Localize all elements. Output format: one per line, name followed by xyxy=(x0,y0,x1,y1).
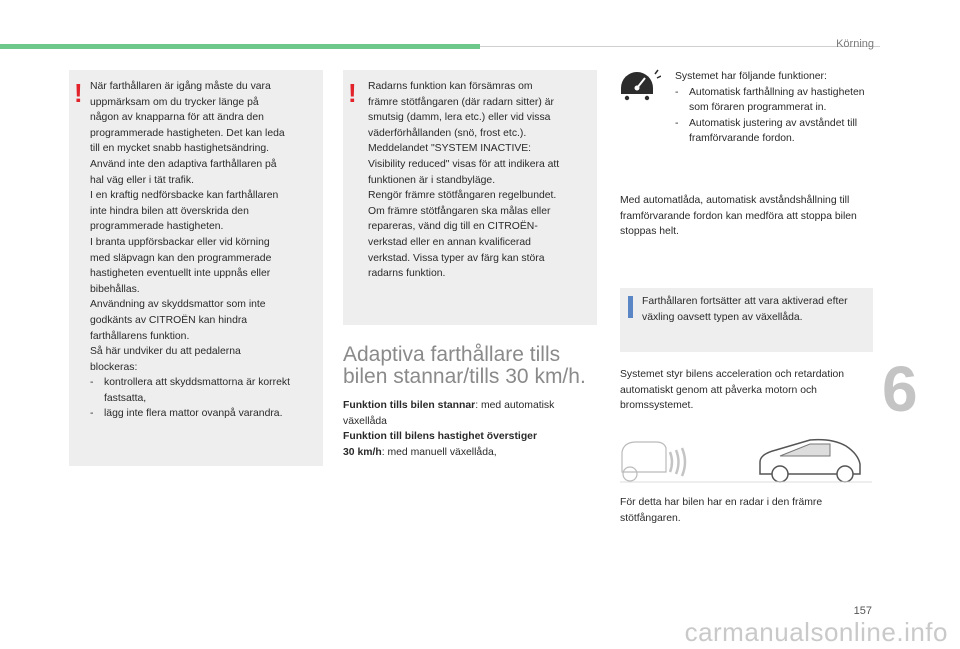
warning-text xyxy=(90,79,322,422)
radar-paragraph: För detta har bilen har en radar i den främre stötfångaren. xyxy=(620,497,823,524)
page-number: 157 xyxy=(853,605,872,617)
warning-box-pedals xyxy=(69,70,323,466)
text-line: Visibility reduced" visas för att indikera att xyxy=(368,158,560,170)
text-line: inte hindra bilen att överskrida den xyxy=(90,205,249,217)
warning-icon: ! xyxy=(74,78,83,108)
section-title: Körning xyxy=(836,38,874,50)
warning-text xyxy=(368,79,596,282)
features-list: Systemet har följande funktioner: - Automatisk farthållning av hastigheten som föraren programmerat in. - Automatisk justering av avståndet till framförvarande fordon. xyxy=(675,71,865,145)
bullet-item: - kontrollera att skyddsmattorna är korrekt fastsatta, xyxy=(90,377,290,404)
bullet-item: - lägg inte flera mattor ovanpå varandra. xyxy=(90,408,283,420)
text-line: programmerade hastigheten. xyxy=(90,221,224,233)
text-line: Radarns funktion kan försämras om xyxy=(368,81,533,92)
warning-icon: ! xyxy=(348,78,357,108)
info-note: Farthållaren fortsätter att vara aktiverad efter växling oavsett typen av växellåda. xyxy=(620,288,873,352)
header-rule xyxy=(480,46,880,47)
text-line: farthållarens funktion. xyxy=(90,330,190,342)
text-line: Rengör främre stötfångaren regelbundet. xyxy=(368,190,557,202)
text-line: I branta uppförsbackar eller vid körning xyxy=(90,236,270,248)
text-line: Meddelandet "SYSTEM INACTIVE: xyxy=(368,143,532,155)
text-line: med släpvagn kan den programmerade xyxy=(90,252,272,264)
warning-box-radar xyxy=(343,70,597,325)
header-accent-bar xyxy=(0,44,480,49)
text-line: Så här undviker du att pedalerna xyxy=(90,346,241,358)
text-line: Om främre stötfångaren ska målas eller xyxy=(368,205,551,217)
chapter-tab: 6 xyxy=(874,354,960,414)
text-line: godkänts av CITROËN kan hindra xyxy=(90,314,248,326)
text-line: I en kraftig nedförsbacke kan farthållaren xyxy=(90,190,279,202)
text-line: hastigheten eventuellt inte uppnås eller xyxy=(90,268,271,280)
acceleration-paragraph: Systemet styr bilens acceleration och retardation automatiskt genom att påverka motorn och bromssystemet. xyxy=(620,369,845,412)
text-line: programmerade hastigheten. Det kan leda xyxy=(90,127,285,139)
text-line: till en mycket snabb hastighetsändring. xyxy=(90,143,270,155)
text-line: någon av knapparna för att ändra den xyxy=(90,112,264,124)
section-heading: Adaptiva farthållare tills bilen stannar/tills 30 km/h. xyxy=(343,343,586,388)
text-line: uppmärksam om du trycker länge på xyxy=(90,96,259,108)
text-line: blockeras: xyxy=(90,361,138,373)
text-line: Använd inte den adaptiva farthållaren på xyxy=(90,158,277,170)
text-line: främre stötfångaren (där radarn sitter) är xyxy=(368,96,554,108)
text-line: verkstad eller en annan kvalificerad xyxy=(368,236,531,248)
text-line: funktionen är i standbyläge. xyxy=(368,174,496,186)
text-line: radarns funktion. xyxy=(368,268,446,280)
speedometer-icon xyxy=(617,68,661,104)
auto-gearbox-paragraph: Med automatlåda, automatisk avståndshållning till framförvarande fordon kan medföra att stoppa bilen stoppas helt. xyxy=(620,195,857,238)
text-line: väderförhållanden (snö, frost etc.). xyxy=(368,127,527,139)
text-line: När farthållaren är igång måste du vara xyxy=(90,81,271,92)
function-description: Funktion tills bilen stannar: med automatisk växellåda Funktion till bilens hastighet överstiger 30 km/h: med manuell växellåda, xyxy=(343,400,555,458)
text-line: verkstad. Vissa typer av färg kan störa xyxy=(368,252,545,264)
watermark: carmanualsonline.info xyxy=(684,617,948,647)
text-line: hal väg eller i tät trafik. xyxy=(90,174,194,186)
info-icon xyxy=(628,296,633,318)
text-line: Användning av skyddsmattor som inte xyxy=(90,299,266,311)
car-radar-illustration xyxy=(620,434,872,484)
text-line: repareras, vänd dig till en CITROËN- xyxy=(368,221,538,233)
text-line: smutsig (damm, lera etc.) eller vid vissa xyxy=(368,112,551,124)
text-line: bibehållas. xyxy=(90,283,140,295)
